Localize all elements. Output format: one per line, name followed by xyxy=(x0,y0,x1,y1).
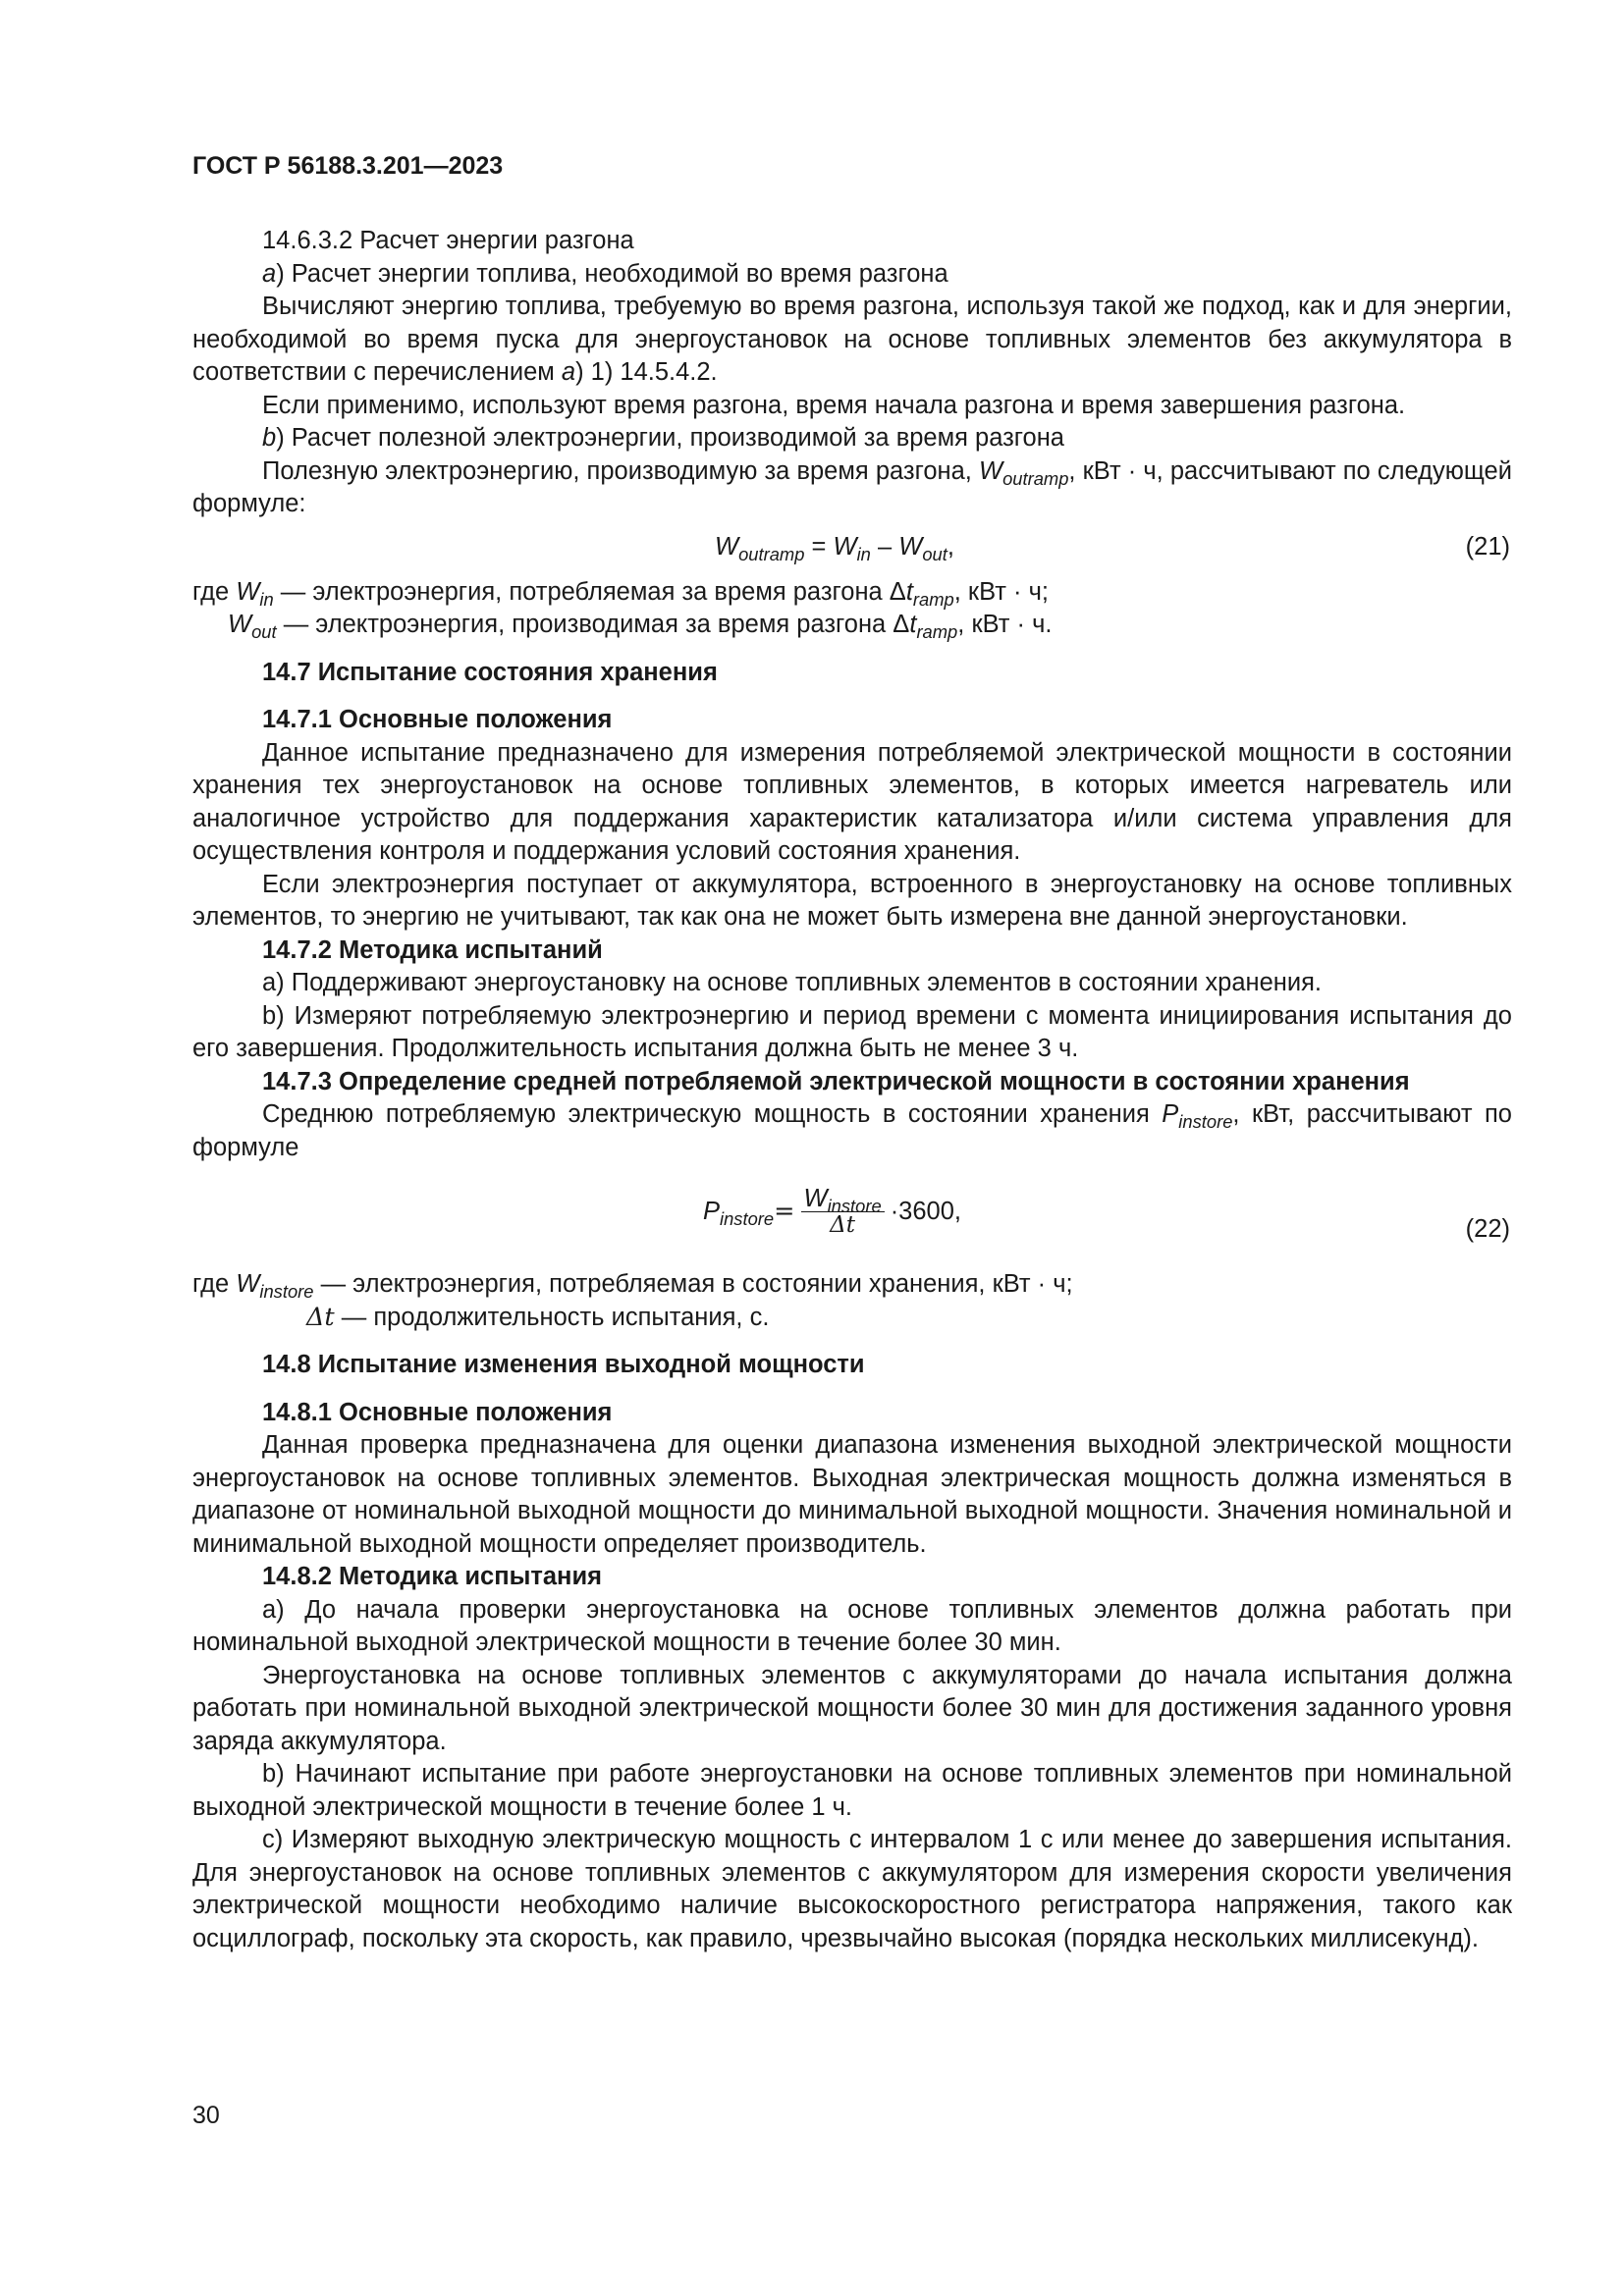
paragraph: Данная проверка предназначена для оценки диапазона изменения выходной электрической мощности энергоустановок на основе топливных элементов. Выходная электрическая мощность должна изменяться в диапазоне от номинальной выходной мощности до минимальной выходной мощности. Значения номинальной и минимальной выходной мощности определяет производитель. xyxy=(192,1431,1512,1558)
formula-22-legend xyxy=(192,1268,1512,1334)
item-a-heading xyxy=(192,258,1512,292)
item-a-letter: а xyxy=(262,259,277,288)
paragraph xyxy=(192,455,1512,521)
formula-22 xyxy=(192,1170,1512,1268)
legend-line: $W_{out}$ — электроэнергия, производимая за время разгона $\Delta t_{ramp}$, кВт · ч. xyxy=(228,611,1053,642)
ref-letter: а xyxy=(561,358,576,386)
formula-21 xyxy=(192,521,1512,576)
page-number: 30 xyxy=(192,2102,220,2129)
list-item: а) До начала проверки энергоустановка на основе топливных элементов должна работать при номинальной выходной электрической мощности в течение более 30 мин. xyxy=(192,1595,1512,1656)
formula-22-number: (22) xyxy=(1465,1215,1510,1243)
section-title-14-7: 14.7 Испытание состояния хранения xyxy=(262,658,718,686)
list-item: а) Поддерживают энергоустановку на основе топливных элементов в состоянии хранения. xyxy=(262,969,1322,996)
formula-22-fraction: $\frac{W_{instore}}{\Delta t}$ xyxy=(801,1186,885,1238)
symbol-w-outramp: $W_{outramp}$ xyxy=(978,456,1069,489)
list-item: b) Измеряют потребляемую электроэнергию и период времени с момента инициирования испытания до его завершения. Продолжительность испытания должна быть не менее 3 ч. xyxy=(192,1001,1512,1062)
symbol-p-instore: $P_{instore}$ xyxy=(1162,1100,1233,1132)
item-b-heading xyxy=(192,422,1512,455)
paragraph: Среднюю потребляемую электрическую мощность в состоянии хранения $P_{instore}$, кВт, рассчитывают по формуле xyxy=(192,1100,1512,1161)
section-title-14-8: 14.8 Испытание изменения выходной мощности xyxy=(262,1351,865,1378)
formula-21-number: (21) xyxy=(1465,532,1510,561)
paragraph: Данное испытание предназначено для измерения потребляемой электрической мощности в состоянии хранения тех энергоустановок на основе топливных элементов, в которых имеется нагреватель или аналогичное устройство для поддержания характеристик катализатора и/или система управления для осуществления контроля и поддержания условий состояния хранения. xyxy=(192,738,1512,865)
item-a-text: ) Расчет энергии топлива, необходимой во время разгона xyxy=(276,259,948,288)
standard-header: ГОСТ Р 56188.3.201—2023 xyxy=(192,152,504,180)
formula-21-legend xyxy=(192,576,1512,642)
section-title-14-8-2: 14.8.2 Методика испытания xyxy=(262,1563,603,1590)
paragraph: Если применимо, используют время разгона, время начала разгона и время завершения разгона. xyxy=(262,391,1406,419)
list-item: с) Измеряют выходную электрическую мощность с интервалом 1 с или менее до завершения испытания. Для энергоустановок на основе топливных элементов с аккумулятором для измерения скорости увеличения электрической мощности необходимо наличие высокоскоростного регистратора напряжения, такого как осциллограф, поскольку эта скорость, как правило, чрезвычайно высокая (порядка нескольких миллисекунд). xyxy=(192,1826,1512,1952)
legend-line: где $W_{instore}$ — электроэнергия, потребляемая в состоянии хранения, кВт · ч; xyxy=(192,1270,1073,1302)
paragraph: Энергоустановка на основе топливных элементов с аккумуляторами до начала испытания должна работать при номинальной выходной электрической мощности более 30 мин для достижения заданного уровня заряда аккумулятора. xyxy=(192,1661,1512,1755)
paragraph-text: Вычисляют энергию топлива, требуемую во время разгона, используя такой же подход, как и для энергии, необходимой во время пуска для энергоустановок на основе топливных элементов без аккумулятора в соответствии с перечислением xyxy=(192,293,1512,386)
formula-22-expression: $P_{instore}$ = $\frac{W_{instore}}{\Delta t}$ ·3600, xyxy=(703,1185,961,1238)
paragraph: Если электроэнергия поступает от аккумулятора, встроенного в энергоустановку на основе топливных элементов, то энергию не учитывают, так как она не может быть измерена вне данной энергоустановки. xyxy=(192,870,1512,931)
document-body xyxy=(192,225,1512,1955)
section-title-14-7-1: 14.7.1 Основные положения xyxy=(262,706,613,733)
list-item: b) Начинают испытание при работе энергоустановки на основе топливных элементов при номинальной выходной электрической мощности в течение более 1 ч. xyxy=(192,1760,1512,1821)
formula-21-expression: $W_{outramp} = W_{in} - W_{out}$, xyxy=(715,532,954,564)
ref-tail: ) 1) 14.5.4.2. xyxy=(575,358,718,386)
section-title-14-7-2: 14.7.2 Методика испытаний xyxy=(262,935,603,964)
legend-line: Δt — продолжительность испытания, с. xyxy=(306,1302,770,1332)
section-title-14-7-3: 14.7.3 Определение средней потребляемой электрической мощности в состоянии хранения xyxy=(262,1067,1410,1095)
paragraph-text: , кВт · ч, рассчитывают по следующей формуле: xyxy=(192,456,1512,517)
paragraph xyxy=(192,291,1512,390)
item-b-letter: b xyxy=(262,424,277,452)
paragraph-text: Полезную электроэнергию, производимую за время разгона, xyxy=(262,456,979,485)
legend-line: где $W_{in}$ — электроэнергия, потребляемая за время разгона $\Delta t_{ramp}$, кВт · ч; xyxy=(192,577,1049,610)
item-b-text: ) Расчет полезной электроэнергии, производимой за время разгона xyxy=(276,424,1064,452)
clause-title-14-6-3-2: 14.6.3.2 Расчет энергии разгона xyxy=(262,227,634,254)
section-title-14-8-1: 14.8.1 Основные положения xyxy=(262,1398,613,1426)
